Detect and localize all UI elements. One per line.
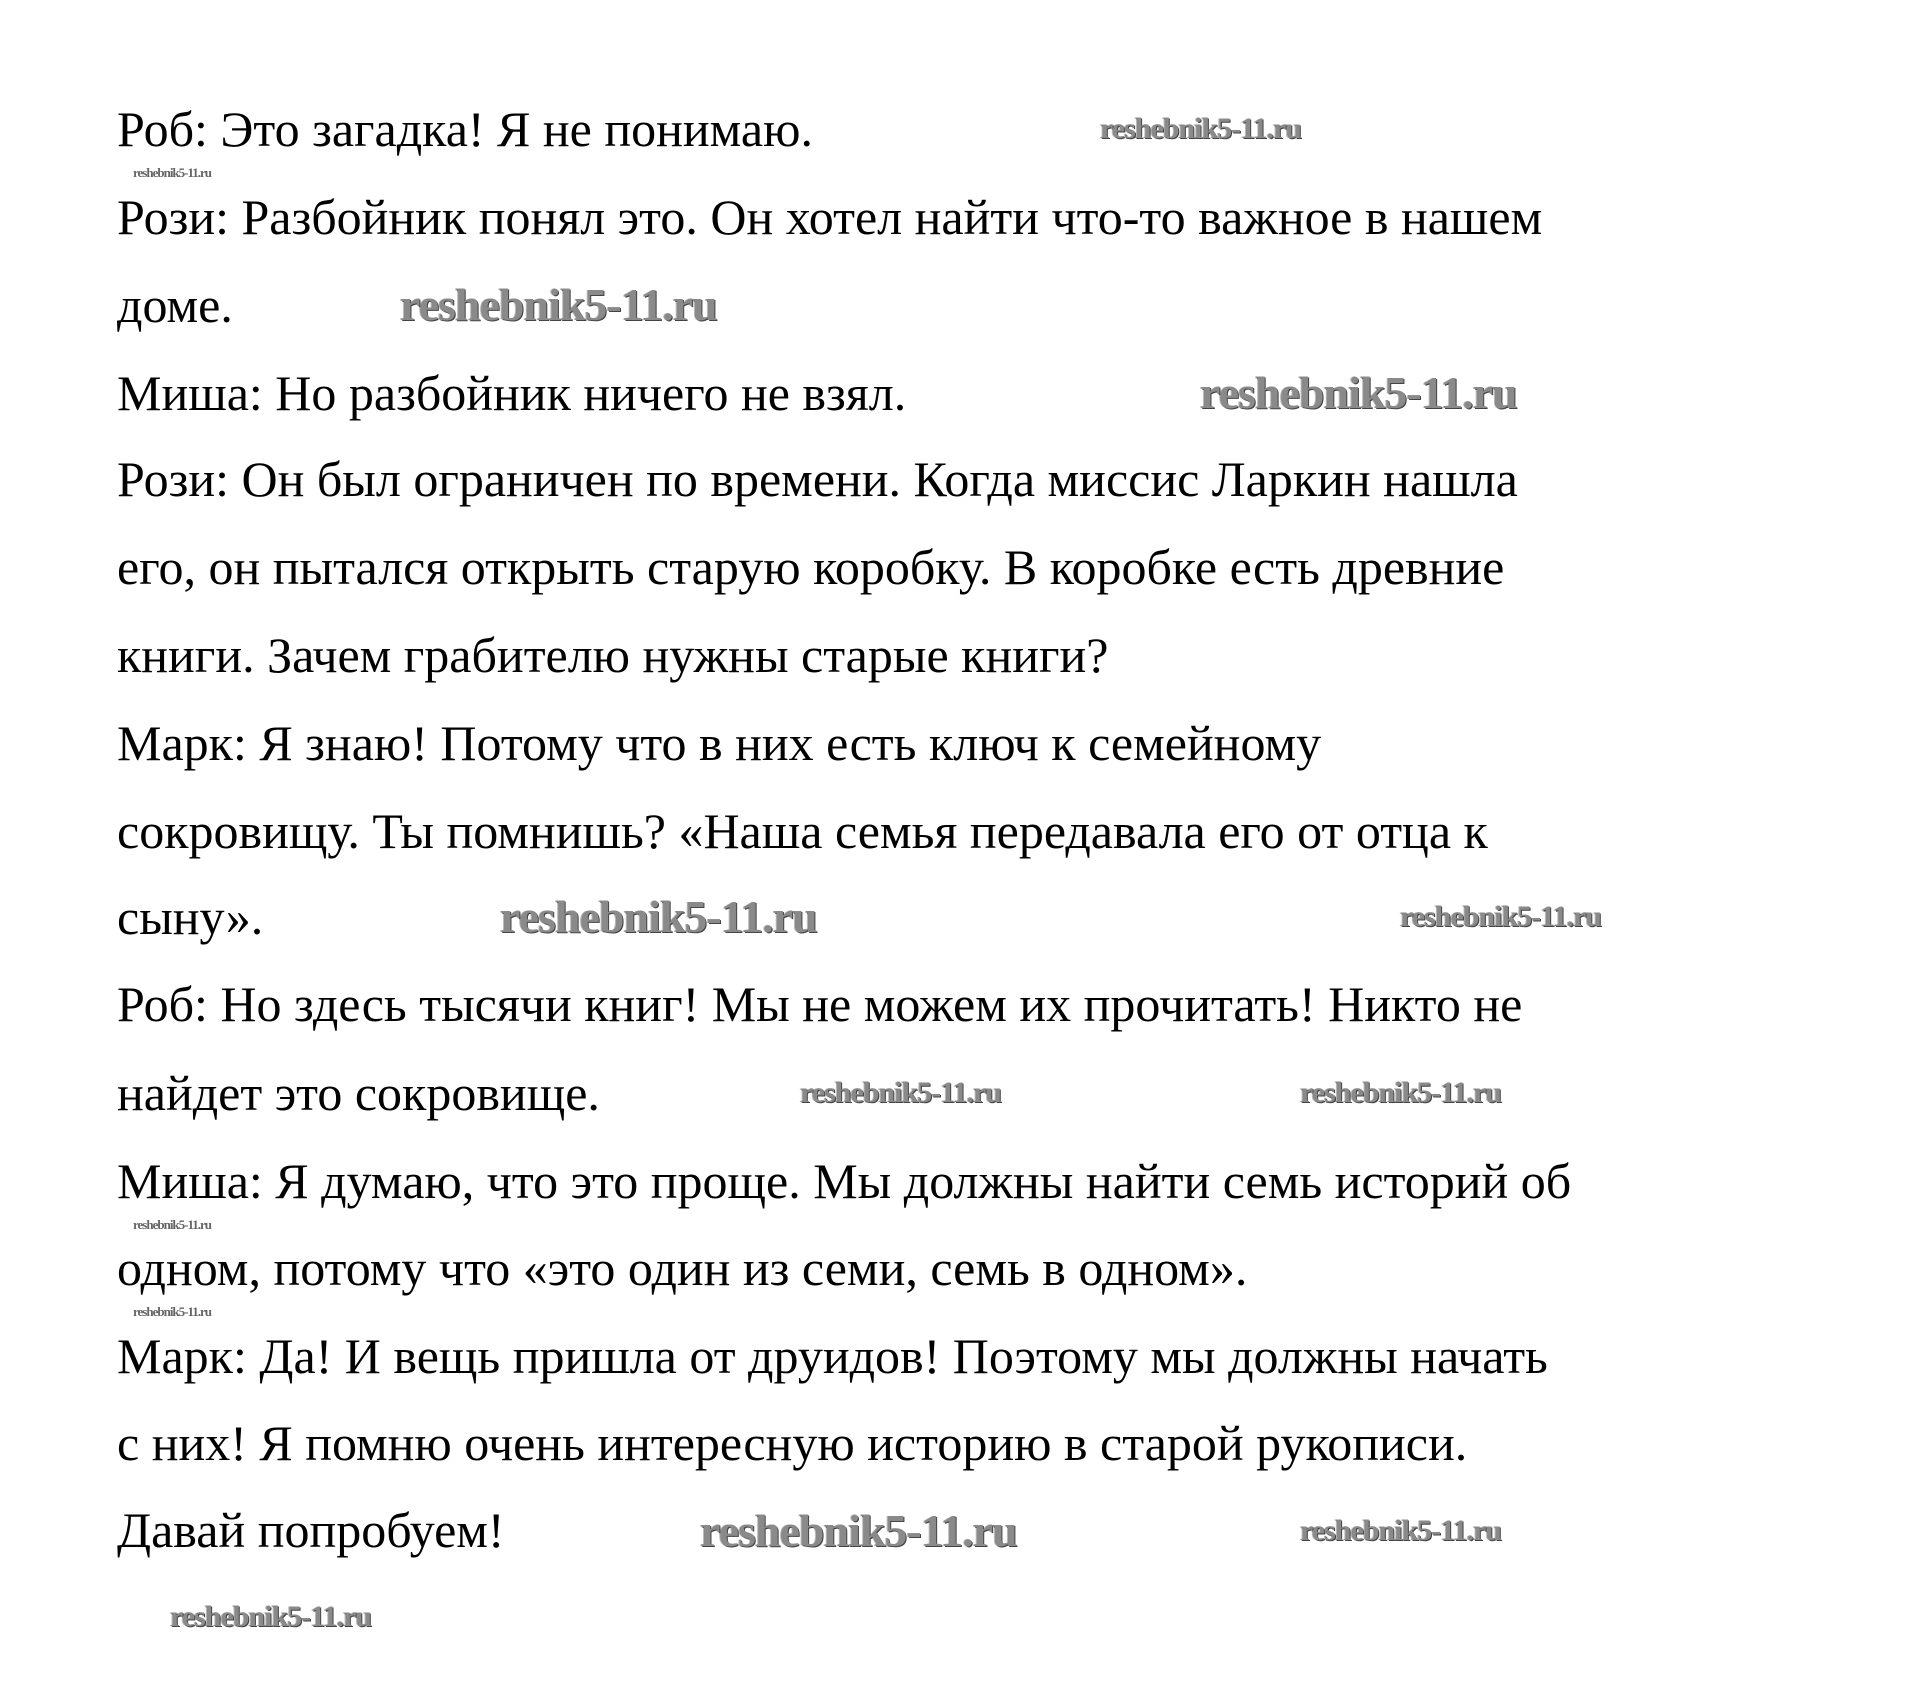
text-line: доме. <box>117 277 233 333</box>
watermark: reshebnik5-11.ru <box>133 165 212 180</box>
text-line: книги. Зачем грабителю нужны старые книги? <box>117 627 1109 683</box>
watermark: reshebnik5-11.ru <box>1400 900 1601 933</box>
watermark: reshebnik5-11.ru <box>1300 1076 1501 1109</box>
text-line: Рози: Он был ограничен по времени. Когда миссис Ларкин нашла <box>117 451 1518 507</box>
text-line: Роб: Это загадка! Я не понимаю. <box>117 101 813 157</box>
text-line: Рози: Разбойник понял это. Он хотел найти что-то важное в нашем <box>117 189 1543 245</box>
text-line: его, он пытался открыть старую коробку. В коробке есть древние <box>117 539 1505 595</box>
watermark: reshebnik5-11.ru <box>170 1600 371 1633</box>
text-line: сыну». <box>117 889 264 945</box>
watermark: reshebnik5-11.ru <box>1200 367 1517 418</box>
watermark: reshebnik5-11.ru <box>800 1076 1001 1109</box>
watermark: reshebnik5-11.ru <box>133 1217 212 1232</box>
text-line: с них! Я помню очень интересную историю в старой рукописи. <box>117 1415 1468 1471</box>
watermark: reshebnik5-11.ru <box>1300 1514 1501 1547</box>
text-line: Роб: Но здесь тысячи книг! Мы не можем их прочитать! Никто не <box>117 976 1523 1032</box>
watermark: reshebnik5-11.ru <box>133 1304 212 1319</box>
text-line: найдет это сокровище. <box>117 1065 600 1121</box>
watermark: reshebnik5-11.ru <box>700 1505 1017 1556</box>
text-line: сокровищу. Ты помнишь? «Наша семья передавала его от отца к <box>117 803 1488 859</box>
text-line: Давай попробуем! <box>117 1502 505 1558</box>
watermark: reshebnik5-11.ru <box>1100 112 1301 145</box>
text-line: Миша: Я думаю, что это проще. Мы должны найти семь историй об <box>117 1153 1572 1209</box>
text-line: Марк: Я знаю! Потому что в них есть ключ к семейному <box>117 715 1322 771</box>
text-line: одном, потому что «это один из семи, семь в одном». <box>117 1240 1248 1296</box>
text-line: Миша: Но разбойник ничего не взял. <box>117 365 907 421</box>
watermark: reshebnik5-11.ru <box>500 891 817 942</box>
watermark: reshebnik5-11.ru <box>400 279 717 330</box>
text-line: Марк: Да! И вещь пришла от друидов! Поэтому мы должны начать <box>117 1328 1548 1384</box>
